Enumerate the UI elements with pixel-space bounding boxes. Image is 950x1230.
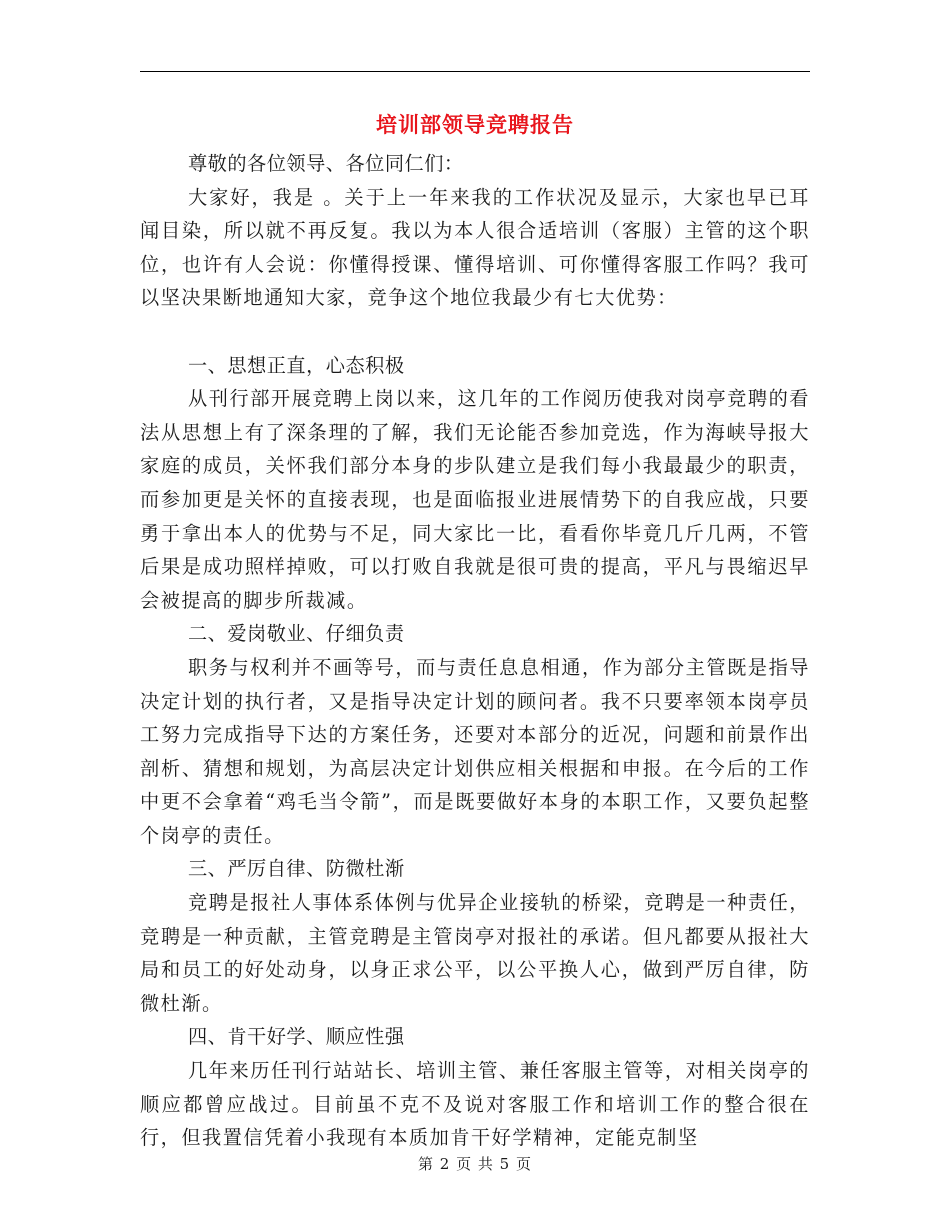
salutation: 尊敬的各位领导、各位同仁们： (188, 152, 464, 175)
section-body-1: 从刊行部开展竞聘上岗以来，这几年的工作阅历使我对岗亭竞聘的看法从思想上有了深条理的了解，我们无论能否参加竞选，作为海峡导报大家庭的成员，关怀我们部分本身的步队建立是我们每小我最最少的职责，而参加更是关怀的直接表现，也是面临报业进展情势下的自我应战，只要勇于拿出本人的优势与不足，同大家比一比，看看你毕竟几斤几两，不管后果是成功照样掉败，可以打败自我就是很可贵的提高，平凡与畏缩迟早会被提高的脚步所裁减。 (140, 387, 810, 612)
document-body (140, 147, 810, 1155)
document-title: 培训部领导竞聘报告 (376, 112, 574, 137)
section-heading-2: 二、爱岗敬业、仔细负责 (188, 622, 405, 646)
page-number: 第 2 页 共 5 页 (418, 1155, 532, 1173)
section-heading-4: 四、肯干好学、顺应性强 (188, 1025, 405, 1049)
section-heading-3: 三、严厉自律、防微杜渐 (188, 857, 405, 881)
intro-paragraph: 大家好，我是 。关于上一年来我的工作状况及显示，大家也早已耳闻目染，所以就不再反复。我以为本人很合适培训（客服）主管的这个职位，也许有人会说：你懂得授课、懂得培训、可你懂得客服工作吗？我可以坚决果断地通知大家，竞争这个地位我最少有七大优势： (140, 185, 810, 310)
section-body-4: 几年来历任刊行站站长、培训主管、兼任客服主管等，对相关岗亭的顺应都曾应战过。目前虽不克不及说对客服工作和培训工作的整合很在行，但我置信凭着小我现有本质加肯干好学精神，定能克制坚 (140, 1059, 810, 1150)
section-body-3: 竞聘是报社人事体系体例与优异企业接轨的桥梁，竞聘是一种责任，竞聘是一种贡献，主管竞聘是主管岗亭对报社的承诺。但凡都要从报社大局和员工的好处动身，以身正求公平，以公平换人心，做到严厉自律，防微杜渐。 (140, 891, 810, 1015)
section-body-2: 职务与权利并不画等号，而与责任息息相通，作为部分主管既是指导决定计划的执行者，又是指导决定计划的顾问者。我不只要率领本岗亭员工努力完成指导下达的方案任务，还要对本部分的近况，问题和前景作出剖析、猜想和规划，为高层决定计划供应相关根据和申报。在今后的工作中更不会拿着“鸡毛当令箭”，而是既要做好本身的本职工作，又要负起整个岗亭的责任。 (140, 655, 810, 847)
section-heading-1: 一、思想正直，心态积极 (188, 353, 405, 377)
header-rule (140, 71, 810, 72)
